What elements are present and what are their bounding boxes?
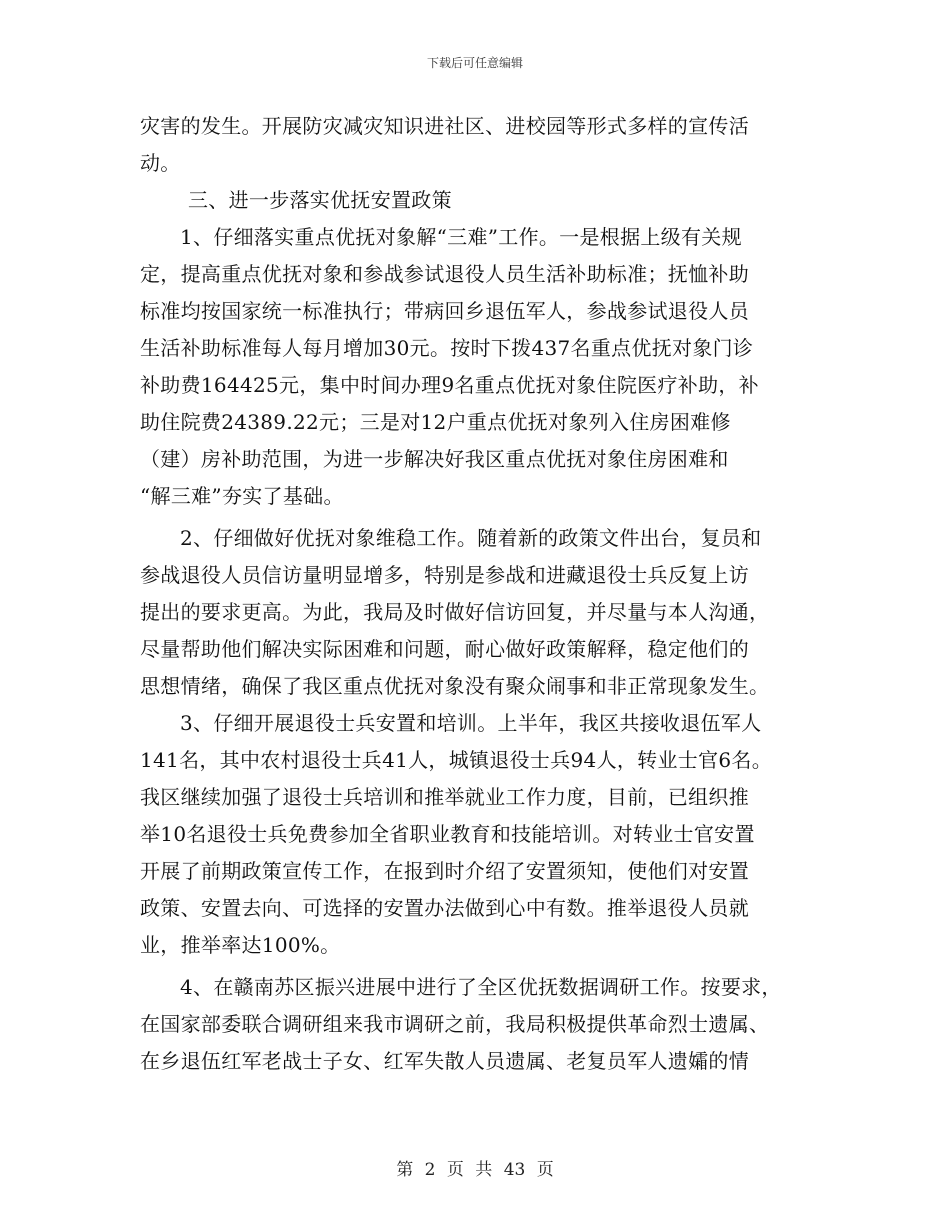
text-line: 助住院费24389.22元；三是对12户重点优抚对象列入住房困难修: [140, 410, 731, 434]
text-line: 动。: [140, 151, 181, 175]
text-line: 1、仔细落实重点优抚对象解“三难”工作。一是根据上级有关规: [180, 225, 742, 249]
text-line: 4、在赣南苏区振兴进展中进行了全区优抚数据调研工作。按要求，: [180, 975, 782, 999]
text-line: 补助费164425元，集中时间办理9名重点优抚对象住院医疗补助，补: [140, 373, 759, 397]
text-line: 141名，其中农村退役士兵41人，城镇退役士兵94人，转业士官6名。: [140, 748, 772, 772]
text-line: 政策、安置去向、可选择的安置办法做到心中有数。推举退役人员就: [140, 896, 749, 920]
text-line: 思想情绪，确保了我区重点优抚对象没有聚众闹事和非正常现象发生。: [140, 674, 770, 698]
text-line: 在国家部委联合调研组来我市调研之前，我局积极提供革命烈士遗属、: [140, 1012, 770, 1036]
text-line: 开展了前期政策宣传工作，在报到时介绍了安置须知，使他们对安置: [140, 859, 749, 883]
text-line: 灾害的发生。开展防灾减灾知识进社区、进校园等形式多样的宣传活: [140, 114, 749, 138]
text-line: 定，提高重点优抚对象和参战参试退役人员生活补助标准；抚恤补助: [140, 262, 749, 286]
text-line: 举10名退役士兵免费参加全省职业教育和技能培训。对转业士官安置: [140, 822, 755, 846]
page-header-note: 下载后可任意编辑: [426, 56, 523, 70]
text-line: 2、仔细做好优抚对象维稳工作。随着新的政策文件出台，复员和: [180, 526, 762, 550]
page-number: 第 2 页 共 43 页: [396, 1160, 554, 1180]
text-line: “解三难”夯实了基础。: [140, 484, 344, 508]
text-line: 尽量帮助他们解决实际困难和问题，耐心做好政策解释，稳定他们的: [140, 637, 749, 661]
text-line: 3、仔细开展退役士兵安置和培训。上半年，我区共接收退伍军人: [180, 711, 762, 735]
text-line: 在乡退伍红军老战士子女、红军失散人员遗属、老复员军人遗孀的情: [140, 1049, 749, 1073]
text-line: 业，推举率达100%。: [140, 933, 341, 957]
section-heading: 三、进一步落实优抚安置政策: [188, 188, 452, 212]
text-line: 提出的要求更高。为此，我局及时做好信访回复，并尽量与本人沟通，: [140, 600, 770, 624]
text-line: 标准均按国家统一标准执行；带病回乡退伍军人，参战参试退役人员: [140, 299, 749, 323]
text-line: 参战退役人员信访量明显增多，特别是参战和进藏退役士兵反复上访: [140, 563, 749, 587]
text-line: 生活补助标准每人每月增加30元。按时下拨437名重点优抚对象门诊: [140, 336, 754, 360]
text-line: 我区继续加强了退役士兵培训和推举就业工作力度，目前，已组织推: [140, 785, 749, 809]
text-line: （建）房补助范围，为进一步解决好我区重点优抚对象住房困难和: [140, 447, 729, 471]
